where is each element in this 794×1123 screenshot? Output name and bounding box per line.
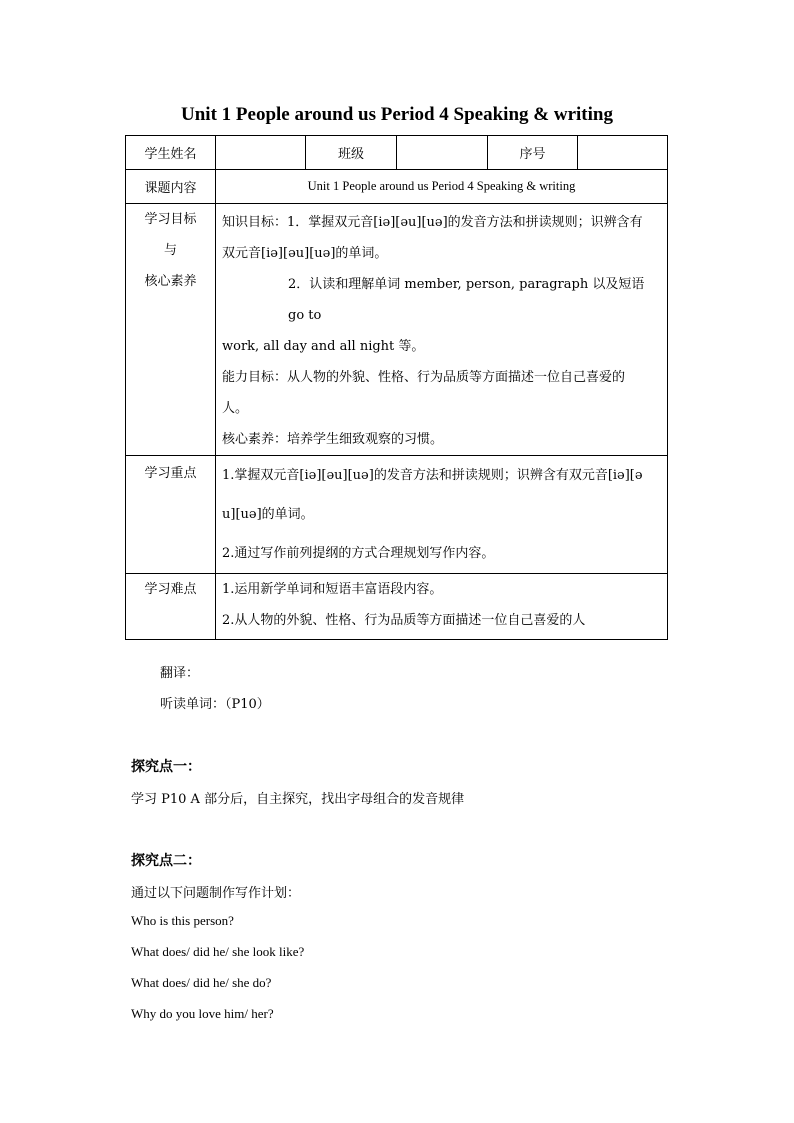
goals-row <box>126 204 668 456</box>
goals-line: 2．认读和理解单词 member, person, paragraph 以及短语 go to <box>288 277 645 323</box>
goals-content <box>216 204 668 456</box>
topic-label: 课题内容 <box>126 170 216 204</box>
class-field[interactable] <box>397 136 488 170</box>
topic-value: Unit 1 People around us Period 4 Speaking & writing <box>216 170 668 204</box>
question-line: Why do you love him/ her? <box>131 1006 274 1021</box>
difficulty-line: 1.运用新学单词和短语丰富语段内容。 <box>222 582 443 597</box>
goals-line: work, all day and all night 等。 <box>222 339 425 354</box>
key-points-content <box>216 456 668 574</box>
student-info-row <box>126 136 668 170</box>
seat-number-label: 序号 <box>488 136 578 170</box>
inquiry-point-1-text: 学习 P10 A 部分后，自主探究，找出字母组合的发音规律 <box>131 792 465 807</box>
question-line: What does/ did he/ she do? <box>131 975 272 990</box>
goals-label-line: 核心素养 <box>144 274 197 289</box>
goals-line: 能力目标：从人物的外貌、性格、行为品质等方面描述一位自己喜爱的 <box>222 370 626 385</box>
difficulty-line: 2.从人物的外貌、性格、行为品质等方面描述一位自己喜爱的人 <box>222 613 586 628</box>
seat-number-field[interactable] <box>578 136 668 170</box>
goals-line: 知识目标：1．掌握双元音[iə][əu][uə]的发音方法和拼读规则；识辨含有 <box>222 215 643 230</box>
student-name-label: 学生姓名 <box>126 136 216 170</box>
difficulties-label: 学习难点 <box>126 574 216 640</box>
goals-label <box>126 204 216 456</box>
difficulties-row <box>126 574 668 640</box>
key-point-line: u][uə]的单词。 <box>222 507 314 522</box>
key-points-row <box>126 456 668 574</box>
goals-label-line: 学习目标 <box>144 212 197 227</box>
goals-line: 核心素养：培养学生细致观察的习惯。 <box>222 432 444 447</box>
lesson-plan-table <box>125 135 668 640</box>
goals-label-line: 与 <box>163 243 177 258</box>
student-name-field[interactable] <box>216 136 306 170</box>
translate-label: 翻译： <box>160 666 200 681</box>
difficulties-content <box>216 574 668 640</box>
key-point-line: 1.掌握双元音[iə][əu][uə]的发音方法和拼读规则；识辨含有双元音[iə][ə <box>222 468 643 483</box>
goals-line: 双元音[iə][əu][uə]的单词。 <box>222 246 388 261</box>
question-line: Who is this person? <box>131 913 234 928</box>
inquiry-point-1-heading: 探究点一： <box>131 759 201 775</box>
key-point-line: 2.通过写作前列提纲的方式合理规划写作内容。 <box>222 546 495 561</box>
question-line: What does/ did he/ she look like? <box>131 944 305 959</box>
page-title: Unit 1 People around us Period 4 Speaking & writing <box>181 104 613 125</box>
inquiry-point-2-heading: 探究点二： <box>131 853 201 869</box>
listen-words-label: 听读单词：（P10） <box>160 697 270 712</box>
key-points-label: 学习重点 <box>126 456 216 574</box>
class-label: 班级 <box>306 136 397 170</box>
goals-line: 人。 <box>222 401 249 416</box>
topic-row <box>126 170 668 204</box>
inquiry-point-2-text: 通过以下问题制作写作计划： <box>131 886 301 901</box>
